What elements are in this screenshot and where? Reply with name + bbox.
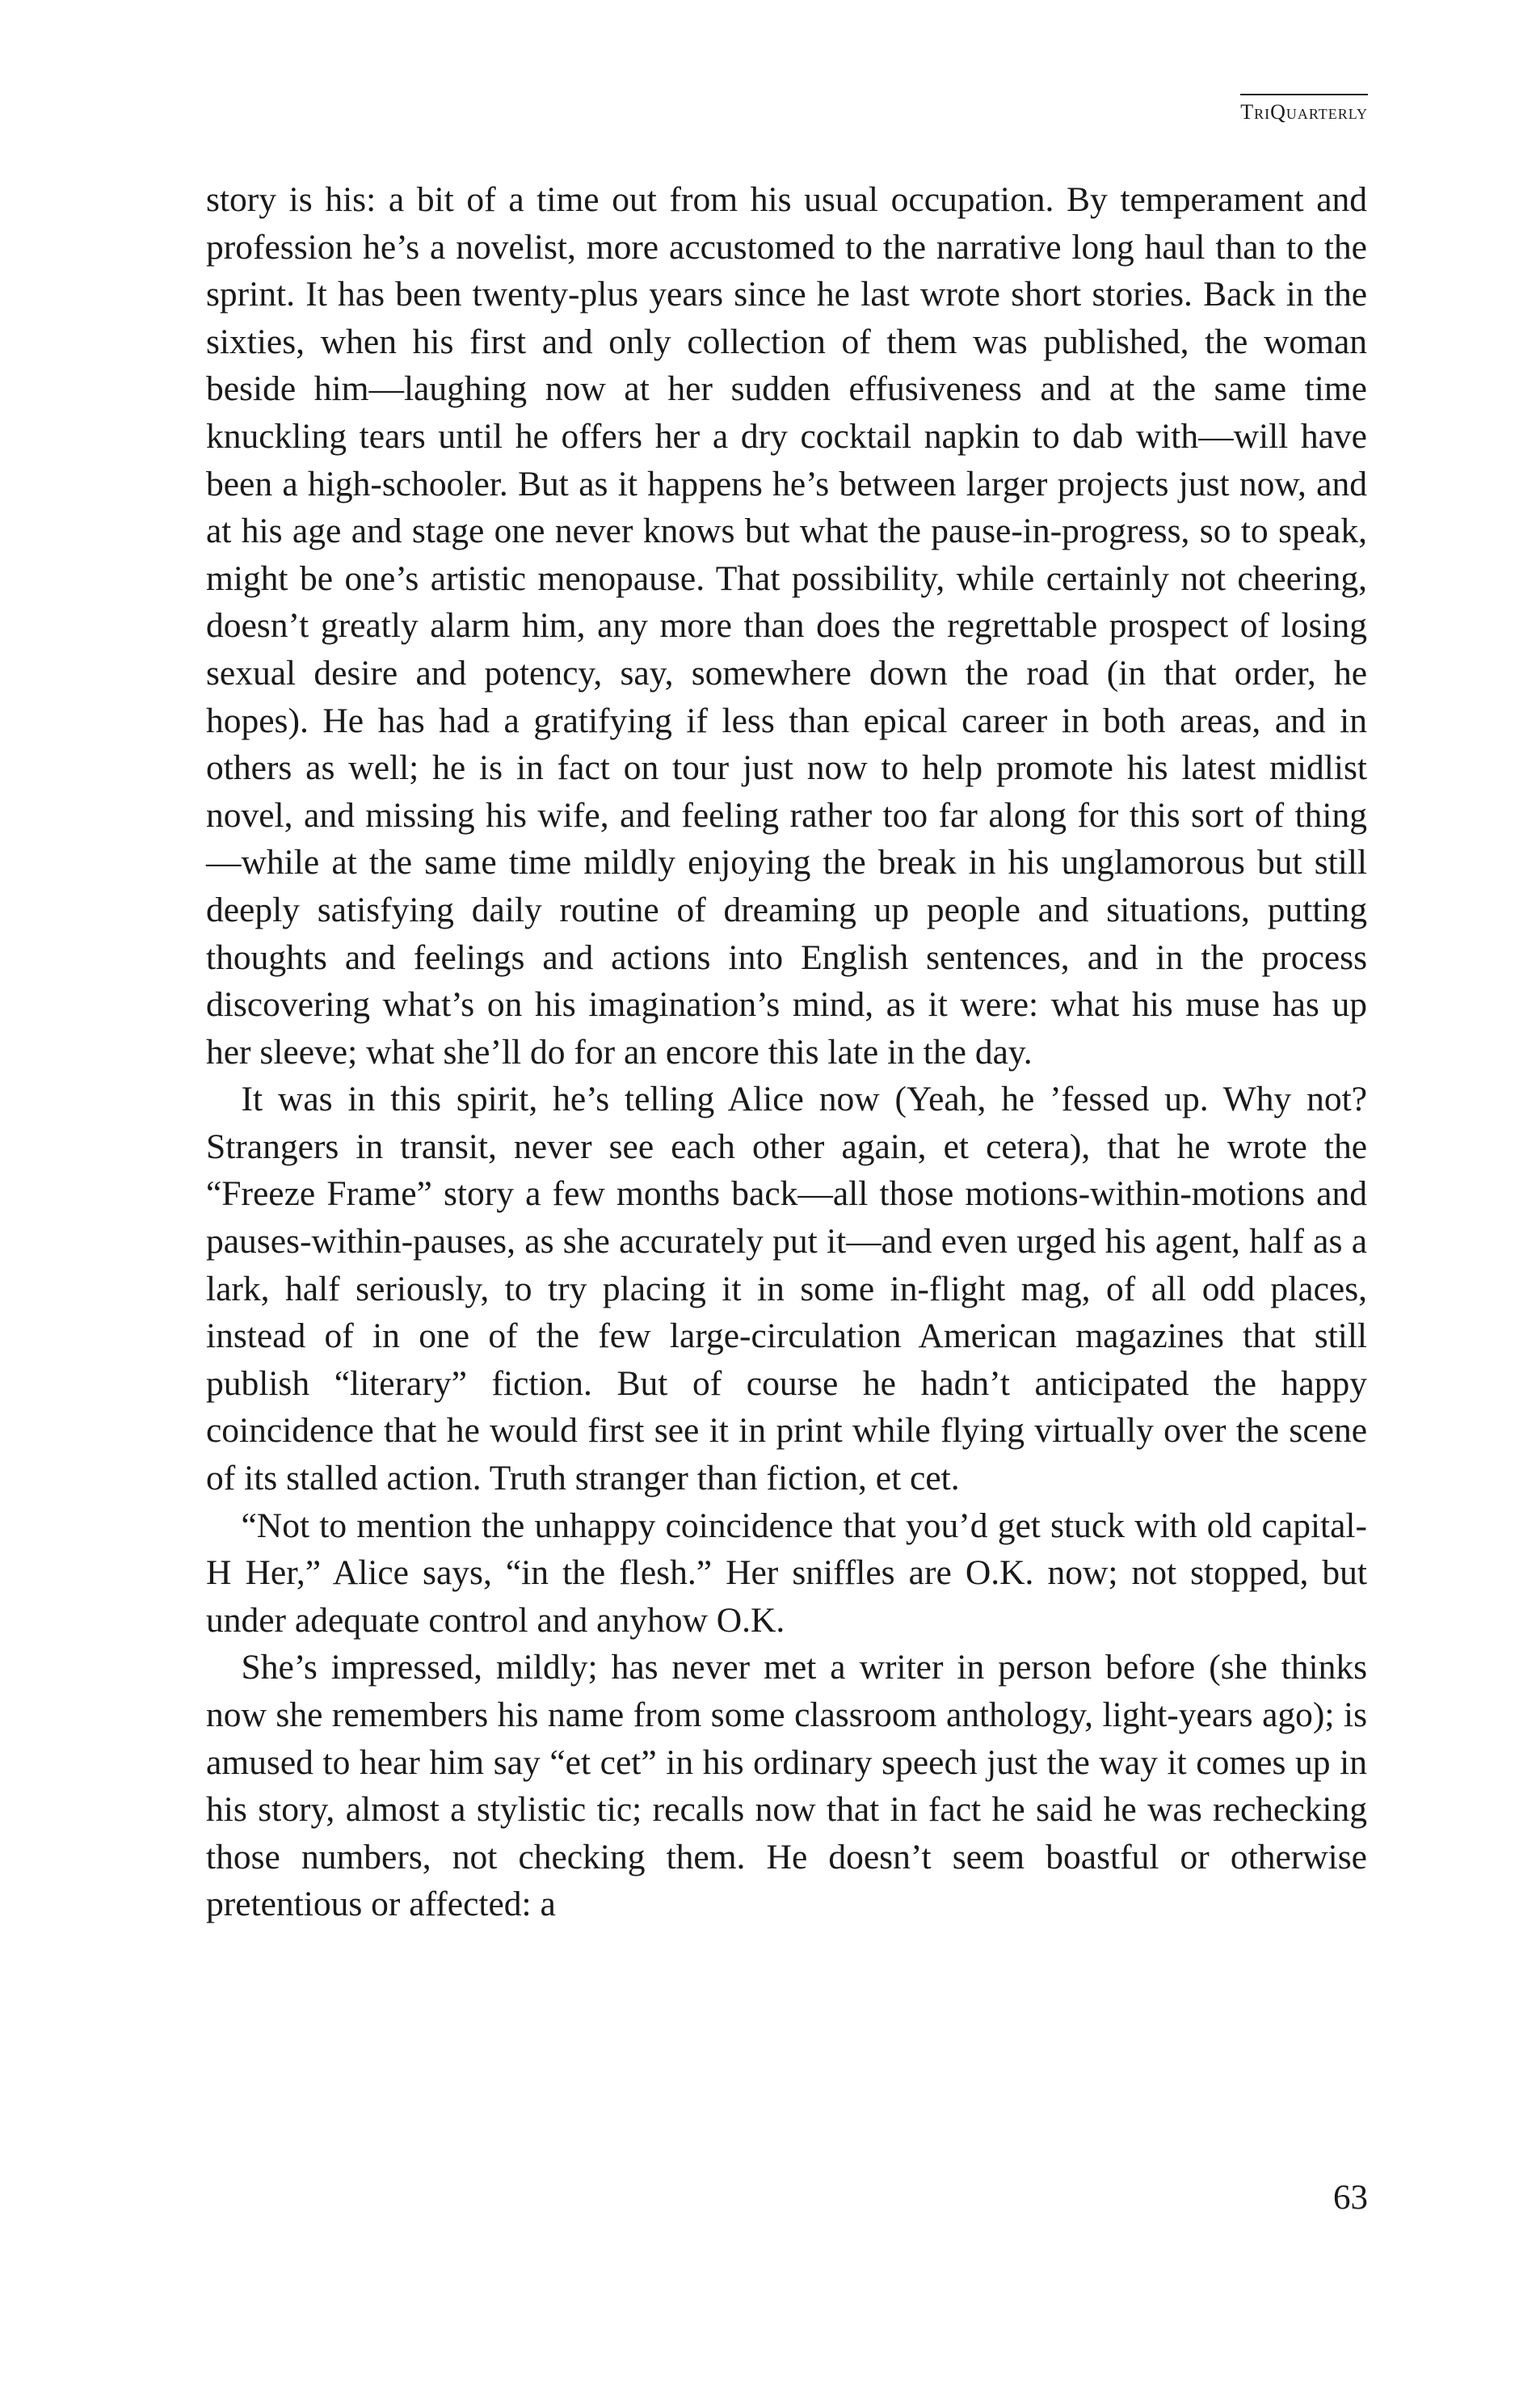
running-head: TriQuarterly <box>1240 94 1368 123</box>
paragraph-3: “Not to mention the unhappy coincidence that you’d get stuck with old capital-H Her,” Alice says, “in the flesh.” Her sniffles are O.K. now; not stopped, but under adequate control and anyhow O.K. <box>206 1506 1367 1640</box>
paragraph-4: She’s impressed, mildly; has never met a writer in person before (she thinks now she remembers his name from some classroom anthology, light-years ago); is amused to hear him say “et cet” in his ordinary speech just the way it comes up in his story, almost a stylistic tic; recalls now that in fact he said he was rechecking those numbers, not checking them. He doesn’t seem boastful or otherwise pretentious or affected: a <box>206 1648 1367 1924</box>
paragraph-2: It was in this spirit, he’s telling Alice now (Yeah, he ’fessed up. Why not? Strangers in transit, never see each other again, et cetera), that he wrote the “Freeze Frame” story a few months back—all those motions-within-motions and pauses-within-pauses, as she accurately put it—and even urged his agent, half as a lark, half seriously, to try placing it in some in-flight mag, of all odd places, instead of in one of the few large-circulation American magazines that still publish “literary” fiction. But of course he hadn’t anticipated the happy coincidence that he would first see it in print while flying virtually over the scene of its stalled action. Truth stranger than fiction, et cet. <box>206 1080 1367 1498</box>
body-text <box>206 176 1367 1928</box>
paragraph-1: story is his: a bit of a time out from his usual occupation. By temperament and profession he’s a novelist, more accustomed to the narrative long haul than to the sprint. It has been twenty-plus years since he last wrote short stories. Back in the sixties, when his first and only collection of them was published, the woman beside him—laughing now at her sudden effusiveness and at the same time knuckling tears until he offers her a dry cocktail napkin to dab with—will have been a high-schooler. But as it happens he’s between larger projects just now, and at his age and stage one never knows but what the pause-in-progress, so to speak, might be one’s artistic menopause. That possibility, while certainly not cheering, doesn’t greatly alarm him, any more than does the regrettable prospect of losing sexual desire and potency, say, somewhere down the road (in that order, he hopes). He has had a gratifying if less than epical career in both areas, and in others as well; he is in fact on tour just now to help promote his latest midlist novel, and missing his wife, and feeling rather too far along for this sort of thing—while at the same time mildly enjoying the break in his unglamorous but still deeply satisfying daily routine of dreaming up people and situations, putting thoughts and feelings and actions into English sentences, and in the process discovering what’s on his imagination’s mind, as it were: what his muse has up her sleeve; what she’ll do for an encore this late in the day. <box>206 180 1367 1072</box>
page-number: 63 <box>1333 2179 1368 2217</box>
